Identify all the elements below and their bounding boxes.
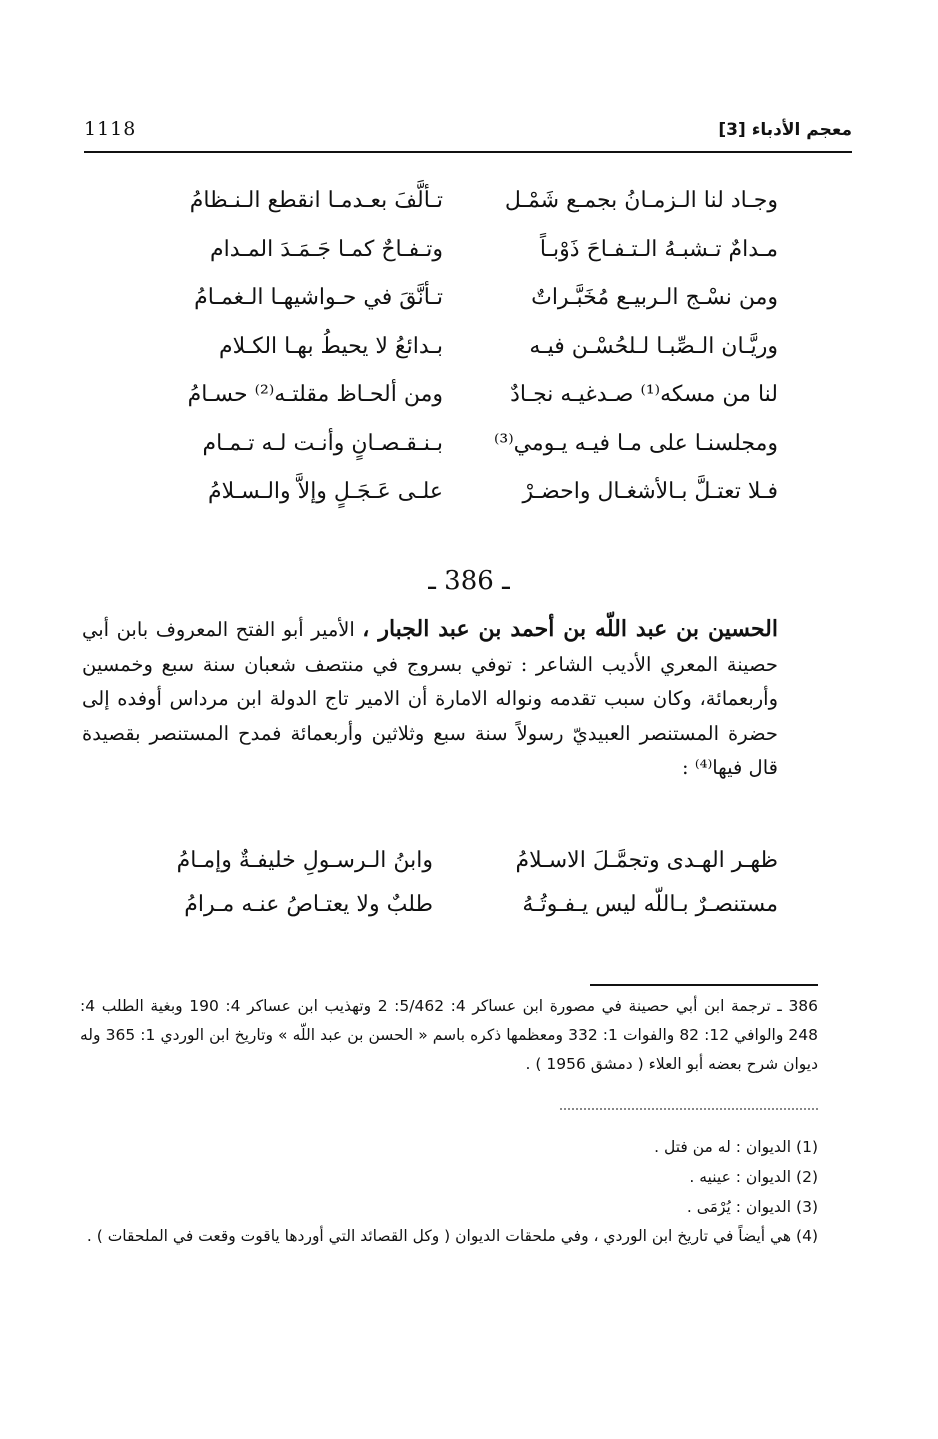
poem-verse [120, 229, 778, 278]
header-rule [84, 151, 852, 153]
verse-first-hemistich: ظهـر الهـدى وتجمَّـلَ الاسـلامُ [515, 848, 778, 873]
verse-first-hemistich: مـدامٌ تـشبـهُ الـتـفـاحَ ذَوْبـاً [539, 236, 778, 262]
verse-first-hemistich: لنا من مسكه⁽¹⁾ صـدغيـه نجـادٌ [510, 382, 778, 407]
verse-second-hemistich: تـأنَّقَ في حـواشيهـا الـغمـامُ [194, 285, 443, 310]
page-header [84, 116, 852, 150]
verse-first-hemistich: مستنصـرٌ بـاللّه ليس يـفـوتُـهُ [522, 892, 778, 917]
footnote-2: (2) الديوان : عينيه . [689, 1168, 818, 1186]
verse-first-hemistich: ومجلسنـا على مـا فيـه يـومي⁽³⁾ [493, 430, 778, 456]
dotted-rule [560, 1108, 818, 1110]
footnote-4: (4) هي أيضاً في تاريخ ابن الوردي ، وفي ملحقات الديوان ( وكل القصائد التي أوردها ياقوت وقعت في الملحقات ) . [86, 1227, 818, 1245]
poem-verse [120, 471, 778, 520]
poem-verse [120, 840, 778, 884]
verse-second-hemistich: علـى عَـجَـلٍ وإلاَّ والـسـلامُ [207, 479, 443, 504]
poem-second [120, 840, 778, 928]
verse-second-hemistich: طلبٌ ولا يعتـاصُ عنـه مـرامُ [184, 892, 433, 917]
poem-first [120, 180, 778, 520]
page-number: 1118 [84, 118, 137, 140]
verse-second-hemistich: ومن ألحـاظ مقلتـه⁽²⁾ حسـامُ [187, 382, 443, 407]
verse-first-hemistich: وجـاد لنا الـزمـانُ بجمـع شَمْـل [504, 188, 778, 213]
verse-second-hemistich: بـنـقـصـانٍ وأنـت لـه تـمـام [202, 430, 443, 456]
sources-note: 386 ـ ترجمة ابن أبي حصينة في مصورة ابن عساكر 4: 5/462: 2 وتهذيب ابن عساكر 4: 190 وبغية الطلب 4: 248 والوافي 12: 82 والفوات 1: 332 ومعظمها ذكره باسم « الحسن بن عبد اللّه » وتاريخ ابن الوردي 1: 365 وله ديوان شرح بعضه أبو العلاء ( دمشق 1956 ) . [80, 997, 819, 1073]
verse-second-hemistich: وتـفـاحٌ كمـا جَـمَـدَ المـدام [209, 236, 443, 262]
verse-second-hemistich: بـدائعُ لا يحيطُ بهـا الكـلام [219, 333, 443, 359]
footnote-3: (3) الديوان : يُرْمَى . [686, 1198, 818, 1216]
poem-verse [120, 884, 778, 928]
verse-first-hemistich: فـلا تعتـلَّ بـالأشغـال واحضـرْ [522, 479, 778, 504]
verse-second-hemistich: وابنُ الـرسـولِ خليفـةٌ وإمـامُ [176, 848, 433, 873]
biography-text: الأمير أبو الفتح المعروف بابن أبي حصينة المعري الأديب الشاعر : توفي بسروج في منتصف شعبان سنة سبع وخمسين وأربعمائة، وكان سبب تقدمه ونواله الامارة أن الامير تاج الدولة ابن مرداس أوفده إلى حضرة المستنصر العبيديّ رسولاً سنة سبع وثلاثين وأربعمائة فمدح المستنصر بقصيدة قال فيها⁽⁴⁾ : [82, 618, 778, 779]
poem-verse [120, 374, 778, 423]
verse-first-hemistich: وريَّـان الـصِّبـا لـلحُسْـن فيـه [529, 333, 778, 359]
poem-verse [120, 180, 778, 229]
poem-verse [120, 326, 778, 375]
footnote-rule [590, 984, 818, 986]
verse-second-hemistich: تـألَّفَ بعـدمـا انقطع الـنـظامُ [189, 188, 443, 213]
footnotes [80, 1132, 818, 1250]
biography-name: الحسين بن عبد اللّه بن أحمد بن عبد الجبار ، [362, 616, 778, 642]
verse-first-hemistich: ومن نسْـج الـربيـع مُخَبَّـراتٌ [531, 285, 778, 310]
biography-paragraph [82, 612, 778, 786]
poem-verse [120, 277, 778, 326]
book-title: معجم الأدباء [3] [718, 120, 852, 140]
poem-verse [120, 423, 778, 472]
footnote-1: (1) الديوان : له من فتل . [654, 1138, 818, 1156]
entry-number: ـ 386 ـ [428, 566, 510, 596]
